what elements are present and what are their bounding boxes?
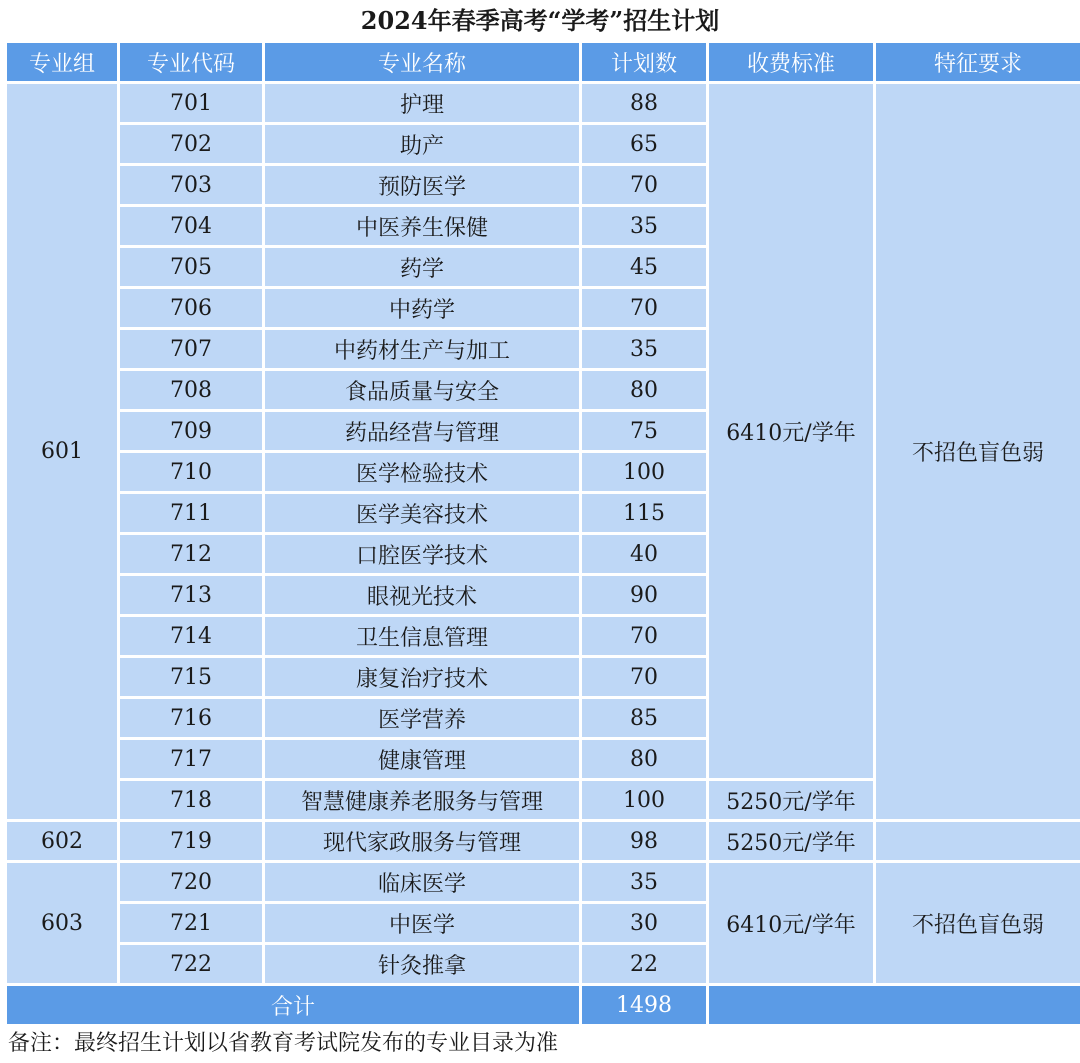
name-cell: 临床医学 bbox=[265, 863, 579, 901]
name-cell: 中药学 bbox=[265, 289, 579, 327]
header-group: 专业组 bbox=[7, 43, 117, 81]
plan-cell: 70 bbox=[582, 658, 706, 696]
plan-cell: 35 bbox=[582, 330, 706, 368]
name-cell: 现代家政服务与管理 bbox=[265, 822, 579, 860]
name-cell: 药品经营与管理 bbox=[265, 412, 579, 450]
plan-cell: 40 bbox=[582, 535, 706, 573]
plan-cell: 35 bbox=[582, 207, 706, 245]
code-cell: 721 bbox=[120, 904, 262, 942]
name-cell: 智慧健康养老服务与管理 bbox=[265, 781, 579, 819]
name-cell: 预防医学 bbox=[265, 166, 579, 204]
plan-cell: 85 bbox=[582, 699, 706, 737]
enrollment-plan-table bbox=[4, 40, 1080, 1027]
header-name: 专业名称 bbox=[265, 43, 579, 81]
name-cell: 卫生信息管理 bbox=[265, 617, 579, 655]
code-cell: 713 bbox=[120, 576, 262, 614]
header-code: 专业代码 bbox=[120, 43, 262, 81]
plan-cell: 100 bbox=[582, 781, 706, 819]
code-cell: 704 bbox=[120, 207, 262, 245]
code-cell: 716 bbox=[120, 699, 262, 737]
requirement-cell bbox=[876, 822, 1080, 860]
footnote: 备注：最终招生计划以省教育考试院发布的专业目录为准 bbox=[8, 1031, 559, 1056]
name-cell: 康复治疗技术 bbox=[265, 658, 579, 696]
code-cell: 703 bbox=[120, 166, 262, 204]
code-cell: 712 bbox=[120, 535, 262, 573]
code-cell: 719 bbox=[120, 822, 262, 860]
code-cell: 706 bbox=[120, 289, 262, 327]
name-cell: 医学美容技术 bbox=[265, 494, 579, 532]
plan-cell: 80 bbox=[582, 740, 706, 778]
name-cell: 助产 bbox=[265, 125, 579, 163]
name-cell: 眼视光技术 bbox=[265, 576, 579, 614]
name-cell: 护理 bbox=[265, 84, 579, 122]
plan-cell: 90 bbox=[582, 576, 706, 614]
plan-cell: 88 bbox=[582, 84, 706, 122]
name-cell: 中医学 bbox=[265, 904, 579, 942]
fee-cell: 5250元/学年 bbox=[709, 822, 873, 860]
code-cell: 722 bbox=[120, 945, 262, 983]
code-cell: 709 bbox=[120, 412, 262, 450]
header-requirement: 特征要求 bbox=[876, 43, 1080, 81]
code-cell: 715 bbox=[120, 658, 262, 696]
name-cell: 中药材生产与加工 bbox=[265, 330, 579, 368]
plan-cell: 75 bbox=[582, 412, 706, 450]
table-row bbox=[7, 84, 1080, 122]
plan-cell: 45 bbox=[582, 248, 706, 286]
code-cell: 702 bbox=[120, 125, 262, 163]
fee-cell: 6410元/学年 bbox=[709, 84, 873, 778]
code-cell: 708 bbox=[120, 371, 262, 409]
code-cell: 714 bbox=[120, 617, 262, 655]
code-cell: 705 bbox=[120, 248, 262, 286]
code-cell: 718 bbox=[120, 781, 262, 819]
name-cell: 中医养生保健 bbox=[265, 207, 579, 245]
fee-cell: 5250元/学年 bbox=[709, 781, 873, 819]
plan-cell: 98 bbox=[582, 822, 706, 860]
group-cell: 603 bbox=[7, 863, 117, 983]
table-row bbox=[7, 822, 1080, 860]
table-row bbox=[7, 863, 1080, 901]
group-cell: 602 bbox=[7, 822, 117, 860]
total-label: 合计 bbox=[7, 986, 579, 1024]
page-title: 2024年春季高考“学考”招生计划 bbox=[360, 6, 720, 35]
plan-cell: 70 bbox=[582, 617, 706, 655]
code-cell: 701 bbox=[120, 84, 262, 122]
plan-cell: 80 bbox=[582, 371, 706, 409]
plan-cell: 100 bbox=[582, 453, 706, 491]
group-cell: 601 bbox=[7, 84, 117, 819]
name-cell: 口腔医学技术 bbox=[265, 535, 579, 573]
total-value: 1498 bbox=[582, 986, 706, 1024]
table-header-row bbox=[7, 43, 1080, 81]
header-plan: 计划数 bbox=[582, 43, 706, 81]
code-cell: 710 bbox=[120, 453, 262, 491]
name-cell: 针灸推拿 bbox=[265, 945, 579, 983]
code-cell: 720 bbox=[120, 863, 262, 901]
name-cell: 医学营养 bbox=[265, 699, 579, 737]
name-cell: 食品质量与安全 bbox=[265, 371, 579, 409]
plan-cell: 115 bbox=[582, 494, 706, 532]
plan-cell: 70 bbox=[582, 166, 706, 204]
plan-cell: 65 bbox=[582, 125, 706, 163]
plan-cell: 30 bbox=[582, 904, 706, 942]
fee-cell: 6410元/学年 bbox=[709, 863, 873, 983]
header-fee: 收费标准 bbox=[709, 43, 873, 81]
name-cell: 药学 bbox=[265, 248, 579, 286]
plan-cell: 70 bbox=[582, 289, 706, 327]
requirement-cell: 不招色盲色弱 bbox=[876, 863, 1080, 983]
code-cell: 717 bbox=[120, 740, 262, 778]
requirement-cell: 不招色盲色弱 bbox=[876, 84, 1080, 819]
code-cell: 711 bbox=[120, 494, 262, 532]
name-cell: 健康管理 bbox=[265, 740, 579, 778]
total-empty bbox=[709, 986, 1080, 1024]
plan-cell: 22 bbox=[582, 945, 706, 983]
plan-cell: 35 bbox=[582, 863, 706, 901]
name-cell: 医学检验技术 bbox=[265, 453, 579, 491]
total-row bbox=[7, 986, 1080, 1024]
code-cell: 707 bbox=[120, 330, 262, 368]
